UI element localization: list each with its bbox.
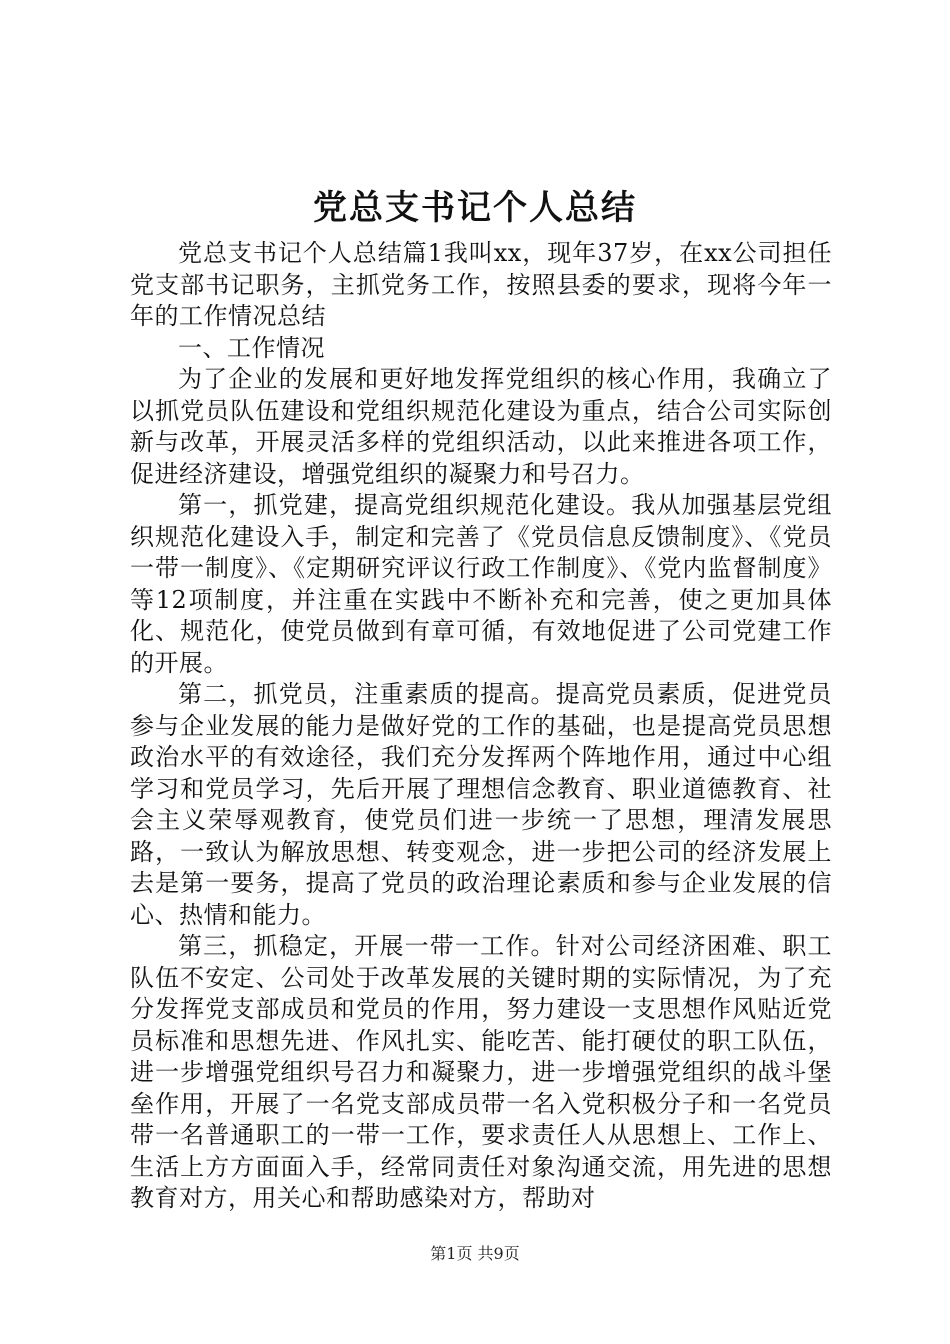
page-number-footer: 第1页 共9页 [430, 1244, 520, 1263]
document-title: 党总支书记个人总结 [313, 188, 637, 228]
section-heading-work-situation: 一、工作情况 [178, 333, 325, 362]
paragraph-first-point: 第一，抓党建，提高党组织规范化建设。我从加强基层党组织规范化建设入手，制定和完善了《党员信息反馈制度》、《党员一带一制度》、《定期研究评议行政工作制度》、《党内监督制度》等12项制度，并注重在实践中不断补充和完善，使之更加具体化、规范化，使党员做到有章可循，有效地促进了公司党建工作的开展。 [130, 491, 832, 677]
paragraph-intro: 党总支书记个人总结篇1我叫xx，现年37岁，在xx公司担任党支部书记职务，主抓党务工作，按照县委的要求，现将今年一年的工作情况总结 [130, 239, 832, 330]
paragraph-overview: 为了企业的发展和更好地发挥党组织的核心作用，我确立了以抓党员队伍建设和党组织规范化建设为重点，结合公司实际创新与改革，开展灵活多样的党组织活动，以此来推进各项工作，促进经济建设，增强党组织的凝聚力和号召力。 [130, 365, 832, 488]
paragraph-third-point: 第三，抓稳定，开展一带一工作。针对公司经济困难、职工队伍不安定、公司处于改革发展的关键时期的实际情况，为了充分发挥党支部成员和党员的作用，努力建设一支思想作风贴近党员标准和思想先进、作风扎实、能吃苦、能打硬仗的职工队伍，进一步增强党组织号召力和凝聚力，进一步增强党组织的战斗堡垒作用，开展了一名党支部成员带一名入党积极分子和一名党员带一名普通职工的一带一工作，要求责任人从思想上、工作上、生活上方方面面入手，经常同责任对象沟通交流，用先进的思想教育对方，用关心和帮助感染对方，帮助对 [130, 932, 832, 1212]
document-body [130, 238, 832, 1215]
paragraph-second-point: 第二，抓党员，注重素质的提高。提高党员素质，促进党员参与企业发展的能力是做好党的工作的基础，也是提高党员思想政治水平的有效途径，我们充分发挥两个阵地作用，通过中心组学习和党员学习，先后开展了理想信念教育、职业道德教育、社会主义荣辱观教育，使党员们进一步统一了思想，理清发展思路，一致认为解放思想、转变观念，进一步把公司的经济发展上去是第一要务，提高了党员的政治理论素质和参与企业发展的信心、热情和能力。 [130, 680, 832, 929]
